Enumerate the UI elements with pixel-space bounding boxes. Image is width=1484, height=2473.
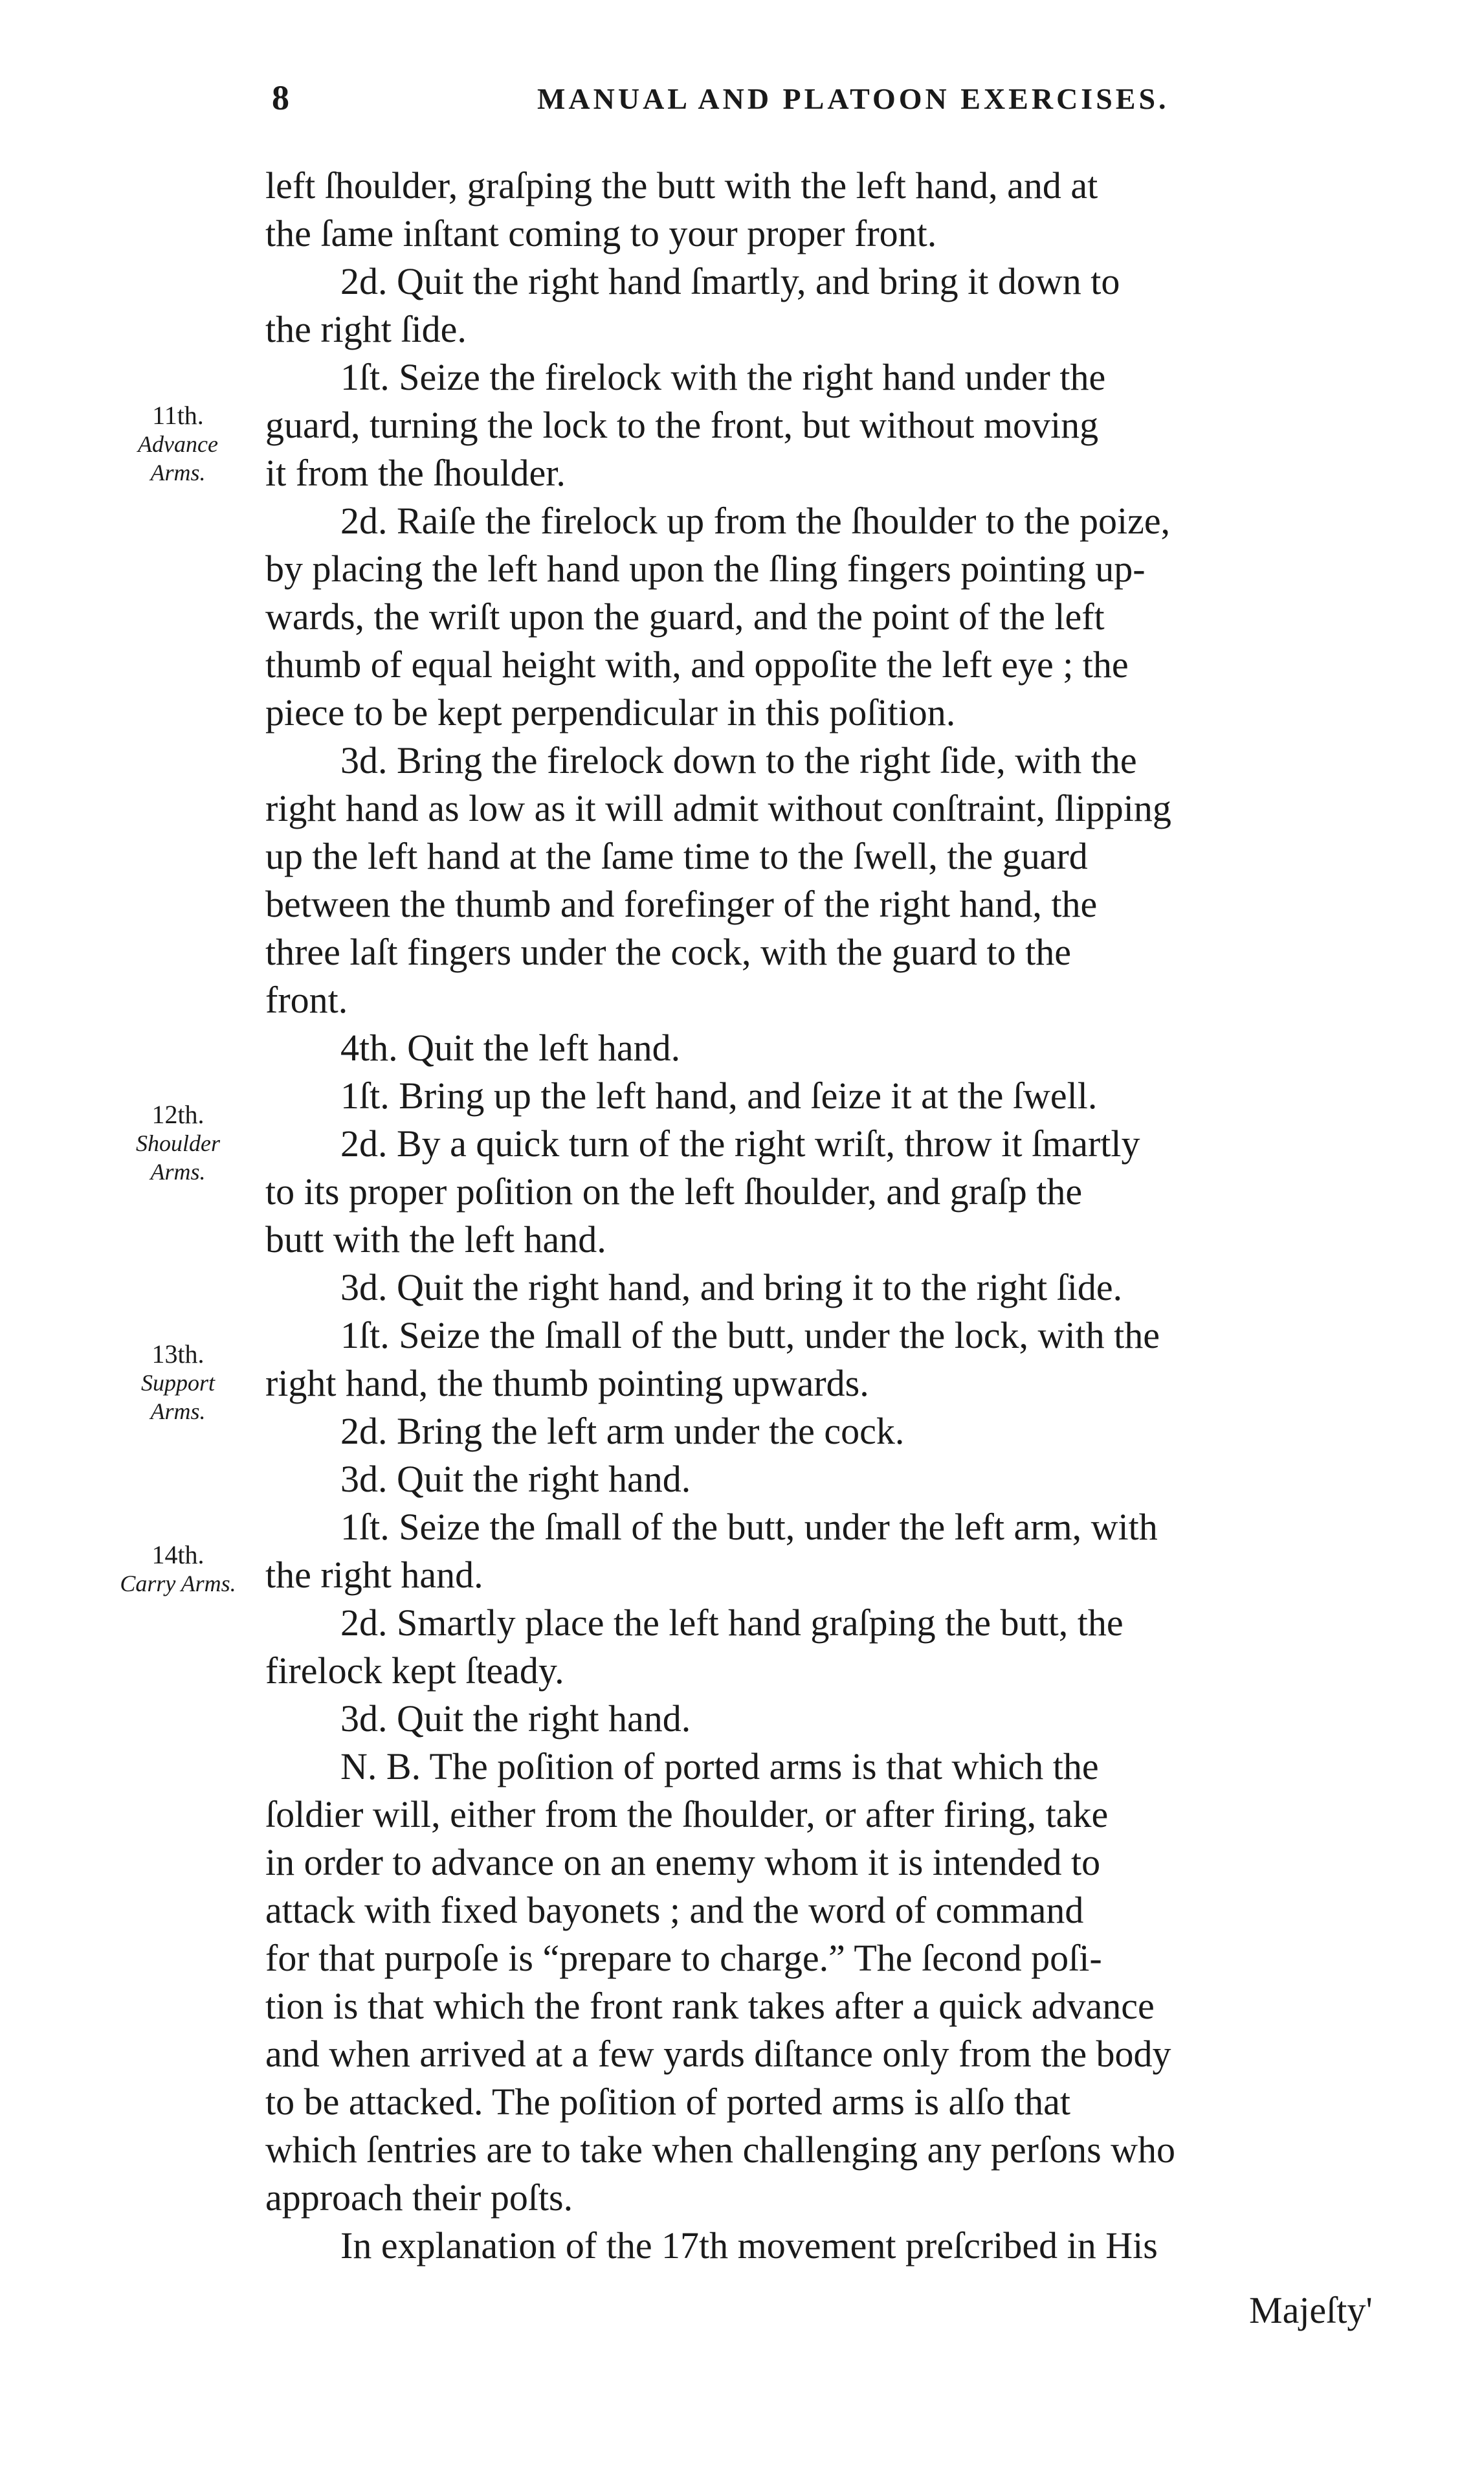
text-line: 2d. Quit the right hand ſmartly, and bring it down to [265, 260, 1120, 302]
text-line: thumb of equal height with, and oppoſite the left eye ; the [265, 643, 1129, 686]
text-line: 2d. Raiſe the firelock up from the ſhoulder to the poize, [265, 500, 1171, 542]
text-line: three laſt fingers under the cock, with the guard to the [265, 931, 1071, 973]
margin-note-label: Shoulder [136, 1130, 220, 1156]
text-line: for that purpoſe is “prepare to charge.” The ſecond poſi- [265, 1937, 1102, 1979]
text-line: it from the ſhoulder. [265, 452, 566, 494]
text-line: firelock kept ſteady. [265, 1650, 564, 1692]
text-line: In explanation of the 17th movement preſcribed in His [265, 2224, 1158, 2266]
text-line: 3d. Quit the right hand. [265, 1697, 691, 1740]
text-line: ſoldier will, either from the ſhoulder, or after firing, take [265, 1793, 1109, 1835]
text-line: 4th. Quit the left hand. [265, 1027, 681, 1069]
text-line: right hand, the thumb pointing upwards. [265, 1362, 869, 1404]
text-line: butt with the left hand. [265, 1218, 606, 1260]
text-line: 1ſt. Bring up the left hand, and ſeize it at the ſwell. [265, 1075, 1098, 1117]
text-line: by placing the left hand upon the ſling fingers pointing up- [265, 548, 1146, 590]
text-line: 1ſt. Seize the ſmall of the butt, under the lock, with the [265, 1314, 1160, 1356]
text-line: the right hand. [265, 1554, 483, 1596]
page-number: 8 [272, 78, 289, 117]
margin-note-number: 13th. [151, 1339, 205, 1369]
text-line: 3d. Quit the right hand. [265, 1458, 691, 1500]
page-header [272, 78, 1398, 123]
body-text [265, 162, 1404, 2270]
text-line: left ſhoulder, graſping the butt with the left hand, and at [265, 164, 1098, 207]
text-line: piece to be kept perpendicular in this poſition. [265, 691, 956, 733]
margin-note-label: Arms. [150, 1398, 206, 1424]
text-line: guard, turning the lock to the front, but without moving [265, 404, 1099, 446]
text-line: 2d. Bring the left arm under the cock. [265, 1410, 905, 1452]
text-line: attack with fixed bayonets ; and the word of command [265, 1889, 1084, 1931]
text-line: wards, the wriſt upon the guard, and the point of the left [265, 596, 1105, 638]
running-title: MANUAL AND PLATOON EXERCISES. [537, 82, 1169, 115]
text-line: between the thumb and forefinger of the right hand, the [265, 883, 1098, 925]
text-line: 2d. Smartly place the left hand graſping the butt, the [265, 1602, 1124, 1644]
margin-note-carry-arms [91, 1541, 265, 1598]
margin-note-label: Arms. [150, 1159, 206, 1185]
text-line: 3d. Quit the right hand, and bring it to the right ſide. [265, 1266, 1123, 1308]
text-line: 1ſt. Seize the ſmall of the butt, under the left arm, with [265, 1506, 1158, 1548]
text-line: to be attacked. The poſition of ported arms is alſo that [265, 2081, 1070, 2123]
text-line: in order to advance on an enemy whom it is intended to [265, 1841, 1101, 1883]
text-line: right hand as low as it will admit without conſtraint, ſlipping [265, 787, 1171, 829]
text-line: the ſame inſtant coming to your proper front. [265, 212, 937, 254]
text-line: to its proper poſition on the left ſhoulder, and graſp the [265, 1170, 1083, 1213]
margin-note-shoulder-arms [91, 1101, 265, 1186]
margin-note-number: 11th. [152, 401, 204, 430]
text-line: and when arrived at a few yards diſtance only from the body [265, 2033, 1171, 2075]
text-line: up the left hand at the ſame time to the ſwell, the guard [265, 835, 1088, 877]
text-line: 3d. Bring the firelock down to the right ſide, with the [265, 739, 1137, 781]
catchword: Majeſty' [1249, 2289, 1373, 2331]
text-line: front. [265, 979, 348, 1021]
text-line: N. B. The poſition of ported arms is that which the [265, 1745, 1099, 1787]
margin-note-label: Advance [138, 431, 218, 457]
margin-note-advance-arms [91, 401, 265, 487]
margin-note-label: Support [140, 1370, 215, 1396]
text-line: which ſentries are to take when challenging any perſons who [265, 2129, 1176, 2171]
margin-note-label: Arms. [150, 460, 206, 486]
text-line: tion is that which the front rank takes after a quick advance [265, 1985, 1155, 2027]
margin-note-support-arms [91, 1340, 265, 1426]
text-line: 1ſt. Seize the firelock with the right hand under the [265, 356, 1106, 398]
text-line: approach their poſts. [265, 2176, 573, 2219]
text-line: the right ſide. [265, 308, 467, 350]
margin-note-number: 12th. [151, 1100, 205, 1129]
margin-note-number: 14th. [151, 1540, 205, 1569]
text-line: 2d. By a quick turn of the right wriſt, throw it ſmartly [265, 1123, 1140, 1165]
margin-note-label: Carry Arms. [120, 1571, 236, 1596]
